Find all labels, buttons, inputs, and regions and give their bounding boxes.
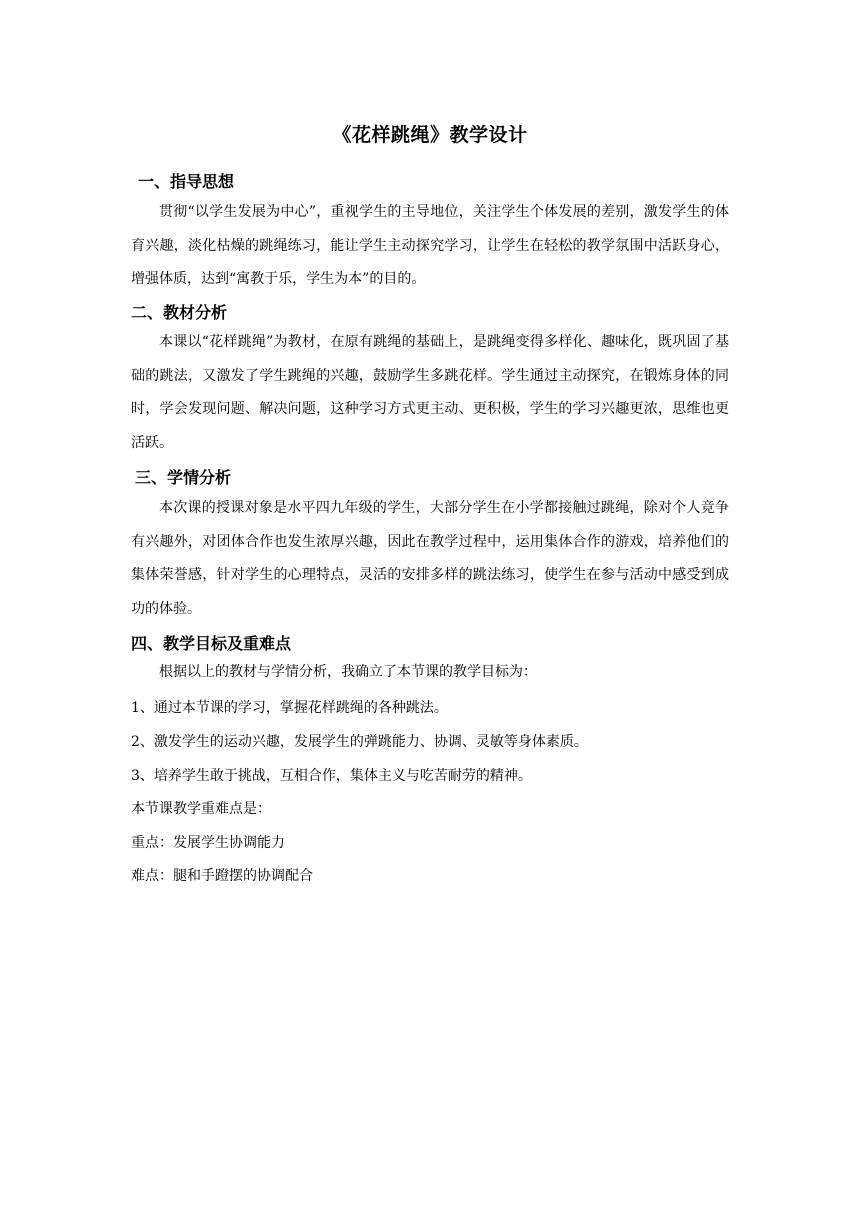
section-heading-guiding-thought: 一、指导思想 [138, 172, 235, 191]
section-heading-material-analysis: 二、教材分析 [131, 303, 228, 322]
section-heading-teaching-goals: 四、教学目标及重难点 [131, 634, 292, 653]
goal-item: 1、通过本节课的学习，掌握花样跳绳的各种跳法。 [131, 700, 448, 716]
goal-item: 3、培养学生敢于挑战，互相合作，集体主义与吃苦耐劳的精神。 [131, 768, 532, 784]
goal-item: 2、激发学生的运动兴趣，发展学生的弹跳能力、协调、灵敏等身体素质。 [131, 734, 588, 750]
document-title: 《花样跳绳》教学设计 [332, 124, 528, 146]
section-paragraph-material-analysis: 本课以“花样跳绳”为教材，在原有跳绳的基础上，是跳绳变得多样化、趣味化，既巩固了基础的跳法，又激发了学生跳绳的兴趣，鼓励学生多跳花样。学生通过主动探究，在锻炼身体的同时，学会发现问题、解决问题，这种学习方式更主动、更积极，学生的学习兴趣更浓，思维也更活跃。 [131, 334, 729, 451]
section-heading-learner-analysis: 三、学情分析 [135, 468, 232, 487]
section-paragraph-guiding-thought: 贯彻“以学生发展为中心”，重视学生的主导地位，关注学生个体发展的差别，激发学生的体育兴趣，淡化枯燥的跳绳练习，能让学生主动探究学习，让学生在轻松的教学氛围中活跃身心，增强体质，达到“寓教于乐，学生为本”的目的。 [131, 204, 729, 287]
key-point: 重点：发展学生协调能力 [131, 835, 285, 851]
key-points-intro: 本节课教学重难点是： [131, 801, 271, 817]
goals-intro: 根据以上的教材与学情分析，我确立了本节课的教学目标为： [159, 664, 537, 680]
section-paragraph-learner-analysis: 本次课的授课对象是水平四九年级的学生，大部分学生在小学都接触过跳绳，除对个人竞争有兴趣外，对团体合作也发生浓厚兴趣，因此在教学过程中，运用集体合作的游戏，培养他们的集体荣誉感，针对学生的心理特点，灵活的安排多样的跳法练习，使学生在参与活动中感受到成功的体验。 [131, 500, 729, 617]
difficult-point: 难点：腿和手蹬摆的协调配合 [131, 868, 313, 884]
